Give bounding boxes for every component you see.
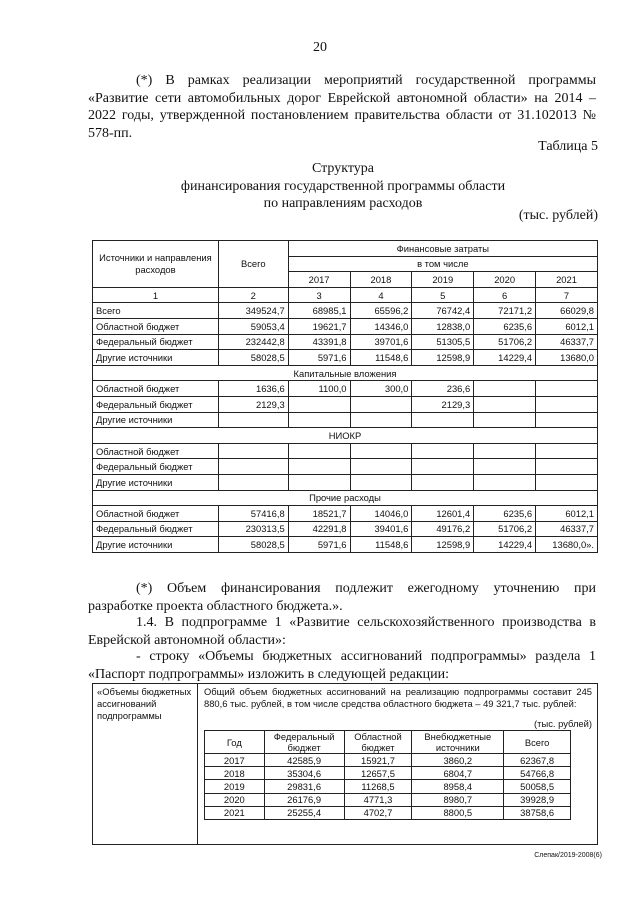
table-cell: 14229,4: [474, 537, 536, 553]
table-cell: 68985,1: [288, 303, 350, 319]
page-number: 20: [313, 40, 327, 55]
table-cell: [412, 459, 474, 475]
table-cell: [474, 412, 536, 428]
table-cell: 14046,0: [350, 506, 412, 522]
financing-table: [92, 240, 598, 553]
table-cell: 62367,8: [504, 754, 571, 767]
section-rnd: [93, 428, 598, 444]
section-title: НИОКР: [93, 428, 598, 444]
table-cell: [474, 443, 536, 459]
table-cell: [536, 443, 598, 459]
table-cell: 300,0: [350, 381, 412, 397]
table-cell: 25255,4: [264, 806, 344, 819]
table-cell: 51305,5: [412, 334, 474, 350]
year-cell: 2019: [205, 780, 265, 793]
table-cell: 4771,3: [344, 793, 412, 806]
table-cell: [536, 396, 598, 412]
table-cell: 12598,9: [412, 537, 474, 553]
table-row: [205, 780, 571, 793]
table-cell: [474, 396, 536, 412]
passport-table: [92, 683, 598, 845]
table-cell: 1100,0: [288, 381, 350, 397]
year-header: 2019: [412, 272, 474, 288]
table-cell: 14229,4: [474, 350, 536, 366]
sub-header: Всего: [504, 731, 571, 754]
table-cell: 51706,2: [474, 334, 536, 350]
table-cell: 39928,9: [504, 793, 571, 806]
table-cell: 349524,7: [218, 303, 288, 319]
passport-budget-table: [204, 730, 571, 820]
table-cell: 13680,0: [536, 350, 598, 366]
table-cell: [474, 459, 536, 475]
table-cell: [412, 443, 474, 459]
col-number: 4: [350, 287, 412, 303]
table-cell: 5971,6: [288, 537, 350, 553]
table-row: [93, 381, 598, 397]
table-cell: 4702,7: [344, 806, 412, 819]
passport-text: Общий объем бюджетных ассигнований на реализацию подпрограммы составит 245 880,6 тыс. рублей, в том числе средства областного бюджета – 49 321,7 тыс. рублей:: [204, 686, 592, 709]
table-cell: 39401,6: [350, 521, 412, 537]
line-paragraph: - строку «Объемы бюджетных ассигнований подпрограммы» раздела 1 «Паспорт подпрограммы» изложить в следующей редакции:: [88, 649, 596, 682]
table-cell: 51706,2: [474, 521, 536, 537]
table-cell: 8958,4: [412, 780, 504, 793]
sub-header: Областной бюджет: [344, 731, 412, 754]
subprogram-paragraph: 1.4. В подпрограмме 1 «Развитие сельскохозяйственного производства в Еврейской автономной области»:: [88, 615, 596, 648]
table-cell: [288, 443, 350, 459]
table-cell: 11548,6: [350, 537, 412, 553]
table-cell: 230313,5: [218, 521, 288, 537]
passport-units: (тыс. рублей): [534, 718, 592, 729]
col-number: 3: [288, 287, 350, 303]
table-row: [205, 754, 571, 767]
table-row: [205, 767, 571, 780]
table-row: [93, 443, 598, 459]
table-cell: 54766,8: [504, 767, 571, 780]
row-label: Федеральный бюджет: [93, 521, 219, 537]
table-cell: 58028,5: [218, 350, 288, 366]
sub-header: Внебюджетные источники: [412, 731, 504, 754]
row-label: Другие источники: [93, 537, 219, 553]
table-cell: [350, 459, 412, 475]
table-cell: 59053,4: [218, 318, 288, 334]
table-cell: [288, 396, 350, 412]
heading-line-2: финансирования государственной программы области: [180, 178, 506, 194]
table-cell: [218, 474, 288, 490]
table-cell: 3860,2: [412, 754, 504, 767]
table-cell: [288, 474, 350, 490]
year-header: 2021: [536, 272, 598, 288]
table-cell: 5971,6: [288, 350, 350, 366]
table-cell: 1636,6: [218, 381, 288, 397]
table-row: [205, 806, 571, 819]
units-label: (тыс. рублей): [518, 208, 598, 223]
table-cell: 42585,9: [264, 754, 344, 767]
row-label: Другие источники: [93, 474, 219, 490]
table-cell: 6235,6: [474, 318, 536, 334]
row-label: Областной бюджет: [93, 318, 219, 334]
table-heading: [88, 160, 598, 213]
col-number: 1: [93, 287, 219, 303]
row-label: Другие источники: [93, 412, 219, 428]
col-number: 5: [412, 287, 474, 303]
table-cell: 13680,0».: [536, 537, 598, 553]
table-cell: 49176,2: [412, 521, 474, 537]
table-cell: 6012,1: [536, 506, 598, 522]
table-cell: 6804,7: [412, 767, 504, 780]
col-number: 7: [536, 287, 598, 303]
col-number: 6: [474, 287, 536, 303]
table-cell: 46337,7: [536, 334, 598, 350]
table-cell: 15921,7: [344, 754, 412, 767]
year-cell: 2017: [205, 754, 265, 767]
table-cell: 19621,7: [288, 318, 350, 334]
table-cell: [536, 459, 598, 475]
table-cell: 42291,8: [288, 521, 350, 537]
table-cell: 12838,0: [412, 318, 474, 334]
header-sources: Источники и направления расходов: [93, 241, 219, 288]
table-row: [93, 396, 598, 412]
row-label: Федеральный бюджет: [93, 334, 219, 350]
clarify-paragraph: (*) Объем финансирования подлежит ежегодному уточнению при разработке проекта областного бюджета.».: [88, 581, 596, 614]
table-cell: 236,6: [412, 381, 474, 397]
intro-paragraph: (*) В рамках реализации мероприятий государственной программы «Развитие сети автомобильных дорог Еврейской автономной области» на 2014 – 2022 годы, утвержденной постановлением правительства области от 31.102013 № 578-пп.: [88, 73, 596, 141]
table-row: [205, 793, 571, 806]
row-label: Другие источники: [93, 350, 219, 366]
table-cell: 26176,9: [264, 793, 344, 806]
table-cell: 12601,4: [412, 506, 474, 522]
table-cell: 46337,7: [536, 521, 598, 537]
table-caption: Таблица 5: [538, 139, 598, 154]
passport-left-label: «Объемы бюджетных ассигнований подпрограммы: [93, 684, 198, 844]
table-row: [93, 474, 598, 490]
table-cell: 232442,8: [218, 334, 288, 350]
table-cell: [536, 474, 598, 490]
table-cell: 72171,2: [474, 303, 536, 319]
section-title: Прочие расходы: [93, 490, 598, 506]
table-row: [93, 303, 598, 319]
row-label: Областной бюджет: [93, 381, 219, 397]
table-cell: [474, 474, 536, 490]
table-cell: [218, 443, 288, 459]
heading-line-3: по направлениям расходов: [263, 196, 423, 211]
passport-right-cell: [199, 684, 597, 844]
table-row: [93, 506, 598, 522]
heading-line-1: Структура: [311, 161, 375, 176]
table-cell: [474, 381, 536, 397]
footer-stamp: Слепак/2019-2008(6): [534, 852, 602, 859]
table-cell: [350, 443, 412, 459]
section-title: Капитальные вложения: [93, 365, 598, 381]
table-row: [93, 537, 598, 553]
table-cell: 39701,6: [350, 334, 412, 350]
table-row: [93, 318, 598, 334]
row-label: Федеральный бюджет: [93, 459, 219, 475]
table-cell: 8800,5: [412, 806, 504, 819]
table-cell: [288, 412, 350, 428]
table-cell: [218, 459, 288, 475]
section-other: [93, 490, 598, 506]
table-row: [93, 521, 598, 537]
table-cell: [536, 381, 598, 397]
table-row: [93, 350, 598, 366]
table-cell: 2129,3: [218, 396, 288, 412]
table-cell: [412, 412, 474, 428]
table-cell: 2129,3: [412, 396, 474, 412]
table-cell: 66029,8: [536, 303, 598, 319]
table-cell: [350, 474, 412, 490]
table-cell: 6012,1: [536, 318, 598, 334]
table-cell: 58028,5: [218, 537, 288, 553]
row-label: Всего: [93, 303, 219, 319]
header-total: Всего: [218, 241, 288, 288]
table-cell: 11268,5: [344, 780, 412, 793]
table-cell: [218, 412, 288, 428]
table-cell: 50058,5: [504, 780, 571, 793]
table-row: [93, 412, 598, 428]
header-expenses: Финансовые затраты: [288, 241, 597, 257]
table-cell: 12598,9: [412, 350, 474, 366]
year-header: 2017: [288, 272, 350, 288]
table-cell: [536, 412, 598, 428]
section-capital: [93, 365, 598, 381]
header-including: в том числе: [288, 256, 597, 272]
table-cell: 65596,2: [350, 303, 412, 319]
year-cell: 2020: [205, 793, 265, 806]
table-cell: 18521,7: [288, 506, 350, 522]
year-header: 2020: [474, 272, 536, 288]
table-cell: 76742,4: [412, 303, 474, 319]
table-cell: [350, 396, 412, 412]
table-cell: [288, 459, 350, 475]
table-row: [93, 459, 598, 475]
year-header: 2018: [350, 272, 412, 288]
table-cell: 14346,0: [350, 318, 412, 334]
row-label: Федеральный бюджет: [93, 396, 219, 412]
sub-header: Год: [205, 731, 265, 754]
year-cell: 2021: [205, 806, 265, 819]
row-label: Областной бюджет: [93, 506, 219, 522]
col-number: 2: [218, 287, 288, 303]
table-cell: [412, 474, 474, 490]
table-cell: 12657,5: [344, 767, 412, 780]
table-cell: 11548,6: [350, 350, 412, 366]
table-cell: 8980,7: [412, 793, 504, 806]
table-cell: 43391,8: [288, 334, 350, 350]
table-cell: [350, 412, 412, 428]
table-cell: 29831,6: [264, 780, 344, 793]
row-label: Областной бюджет: [93, 443, 219, 459]
table-cell: 57416,8: [218, 506, 288, 522]
table-cell: 35304,6: [264, 767, 344, 780]
year-cell: 2018: [205, 767, 265, 780]
sub-header: Федеральный бюджет: [264, 731, 344, 754]
table-cell: 6235,6: [474, 506, 536, 522]
table-cell: 38758,6: [504, 806, 571, 819]
table-row: [93, 334, 598, 350]
